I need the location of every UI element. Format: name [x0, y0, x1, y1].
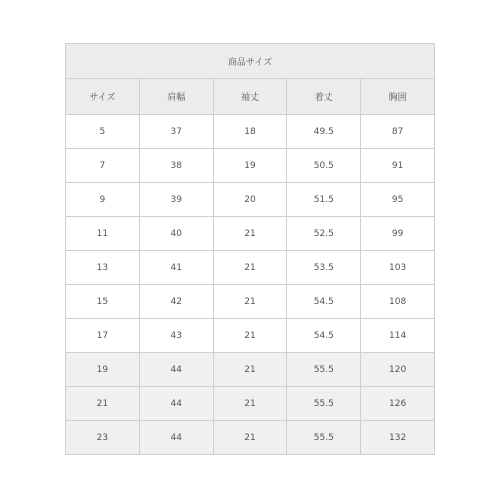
cell-size: 17 [66, 319, 140, 353]
cell-shoulder-width: 37 [139, 115, 213, 149]
cell-size: 15 [66, 285, 140, 319]
cell-body-length: 55.5 [287, 421, 361, 455]
cell-shoulder-width: 44 [139, 387, 213, 421]
cell-sleeve-length: 21 [213, 217, 287, 251]
header-sleeve-length: 袖丈 [213, 79, 287, 115]
table-row [66, 353, 435, 387]
table-title-row [66, 44, 435, 79]
cell-body-length: 55.5 [287, 387, 361, 421]
table-row [66, 183, 435, 217]
cell-body-length: 54.5 [287, 285, 361, 319]
cell-shoulder-width: 41 [139, 251, 213, 285]
cell-size: 11 [66, 217, 140, 251]
cell-shoulder-width: 39 [139, 183, 213, 217]
table-row [66, 421, 435, 455]
cell-body-length: 50.5 [287, 149, 361, 183]
cell-shoulder-width: 42 [139, 285, 213, 319]
cell-chest: 114 [361, 319, 435, 353]
cell-shoulder-width: 38 [139, 149, 213, 183]
table-row [66, 285, 435, 319]
cell-size: 13 [66, 251, 140, 285]
header-size: サイズ [66, 79, 140, 115]
table-header-row [66, 79, 435, 115]
cell-chest: 120 [361, 353, 435, 387]
cell-body-length: 54.5 [287, 319, 361, 353]
cell-body-length: 51.5 [287, 183, 361, 217]
cell-size: 9 [66, 183, 140, 217]
table-row [66, 319, 435, 353]
cell-body-length: 53.5 [287, 251, 361, 285]
cell-chest: 91 [361, 149, 435, 183]
cell-shoulder-width: 43 [139, 319, 213, 353]
cell-chest: 103 [361, 251, 435, 285]
table-row [66, 217, 435, 251]
cell-chest: 126 [361, 387, 435, 421]
table-body [66, 115, 435, 455]
cell-body-length: 55.5 [287, 353, 361, 387]
cell-chest: 95 [361, 183, 435, 217]
cell-sleeve-length: 19 [213, 149, 287, 183]
cell-body-length: 52.5 [287, 217, 361, 251]
table-row [66, 115, 435, 149]
cell-size: 19 [66, 353, 140, 387]
cell-chest: 108 [361, 285, 435, 319]
table-title: 商品サイズ [66, 44, 435, 79]
cell-sleeve-length: 20 [213, 183, 287, 217]
cell-chest: 87 [361, 115, 435, 149]
header-chest: 胸囲 [361, 79, 435, 115]
cell-sleeve-length: 21 [213, 421, 287, 455]
cell-sleeve-length: 21 [213, 387, 287, 421]
table-row [66, 387, 435, 421]
cell-sleeve-length: 21 [213, 285, 287, 319]
cell-chest: 99 [361, 217, 435, 251]
header-body-length: 着丈 [287, 79, 361, 115]
cell-chest: 132 [361, 421, 435, 455]
table-row [66, 251, 435, 285]
header-shoulder-width: 肩幅 [139, 79, 213, 115]
cell-size: 23 [66, 421, 140, 455]
cell-shoulder-width: 40 [139, 217, 213, 251]
cell-size: 7 [66, 149, 140, 183]
cell-sleeve-length: 21 [213, 319, 287, 353]
cell-shoulder-width: 44 [139, 353, 213, 387]
cell-sleeve-length: 18 [213, 115, 287, 149]
cell-sleeve-length: 21 [213, 251, 287, 285]
cell-size: 5 [66, 115, 140, 149]
cell-body-length: 49.5 [287, 115, 361, 149]
size-chart-table [65, 43, 435, 455]
cell-sleeve-length: 21 [213, 353, 287, 387]
cell-size: 21 [66, 387, 140, 421]
table-row [66, 149, 435, 183]
cell-shoulder-width: 44 [139, 421, 213, 455]
